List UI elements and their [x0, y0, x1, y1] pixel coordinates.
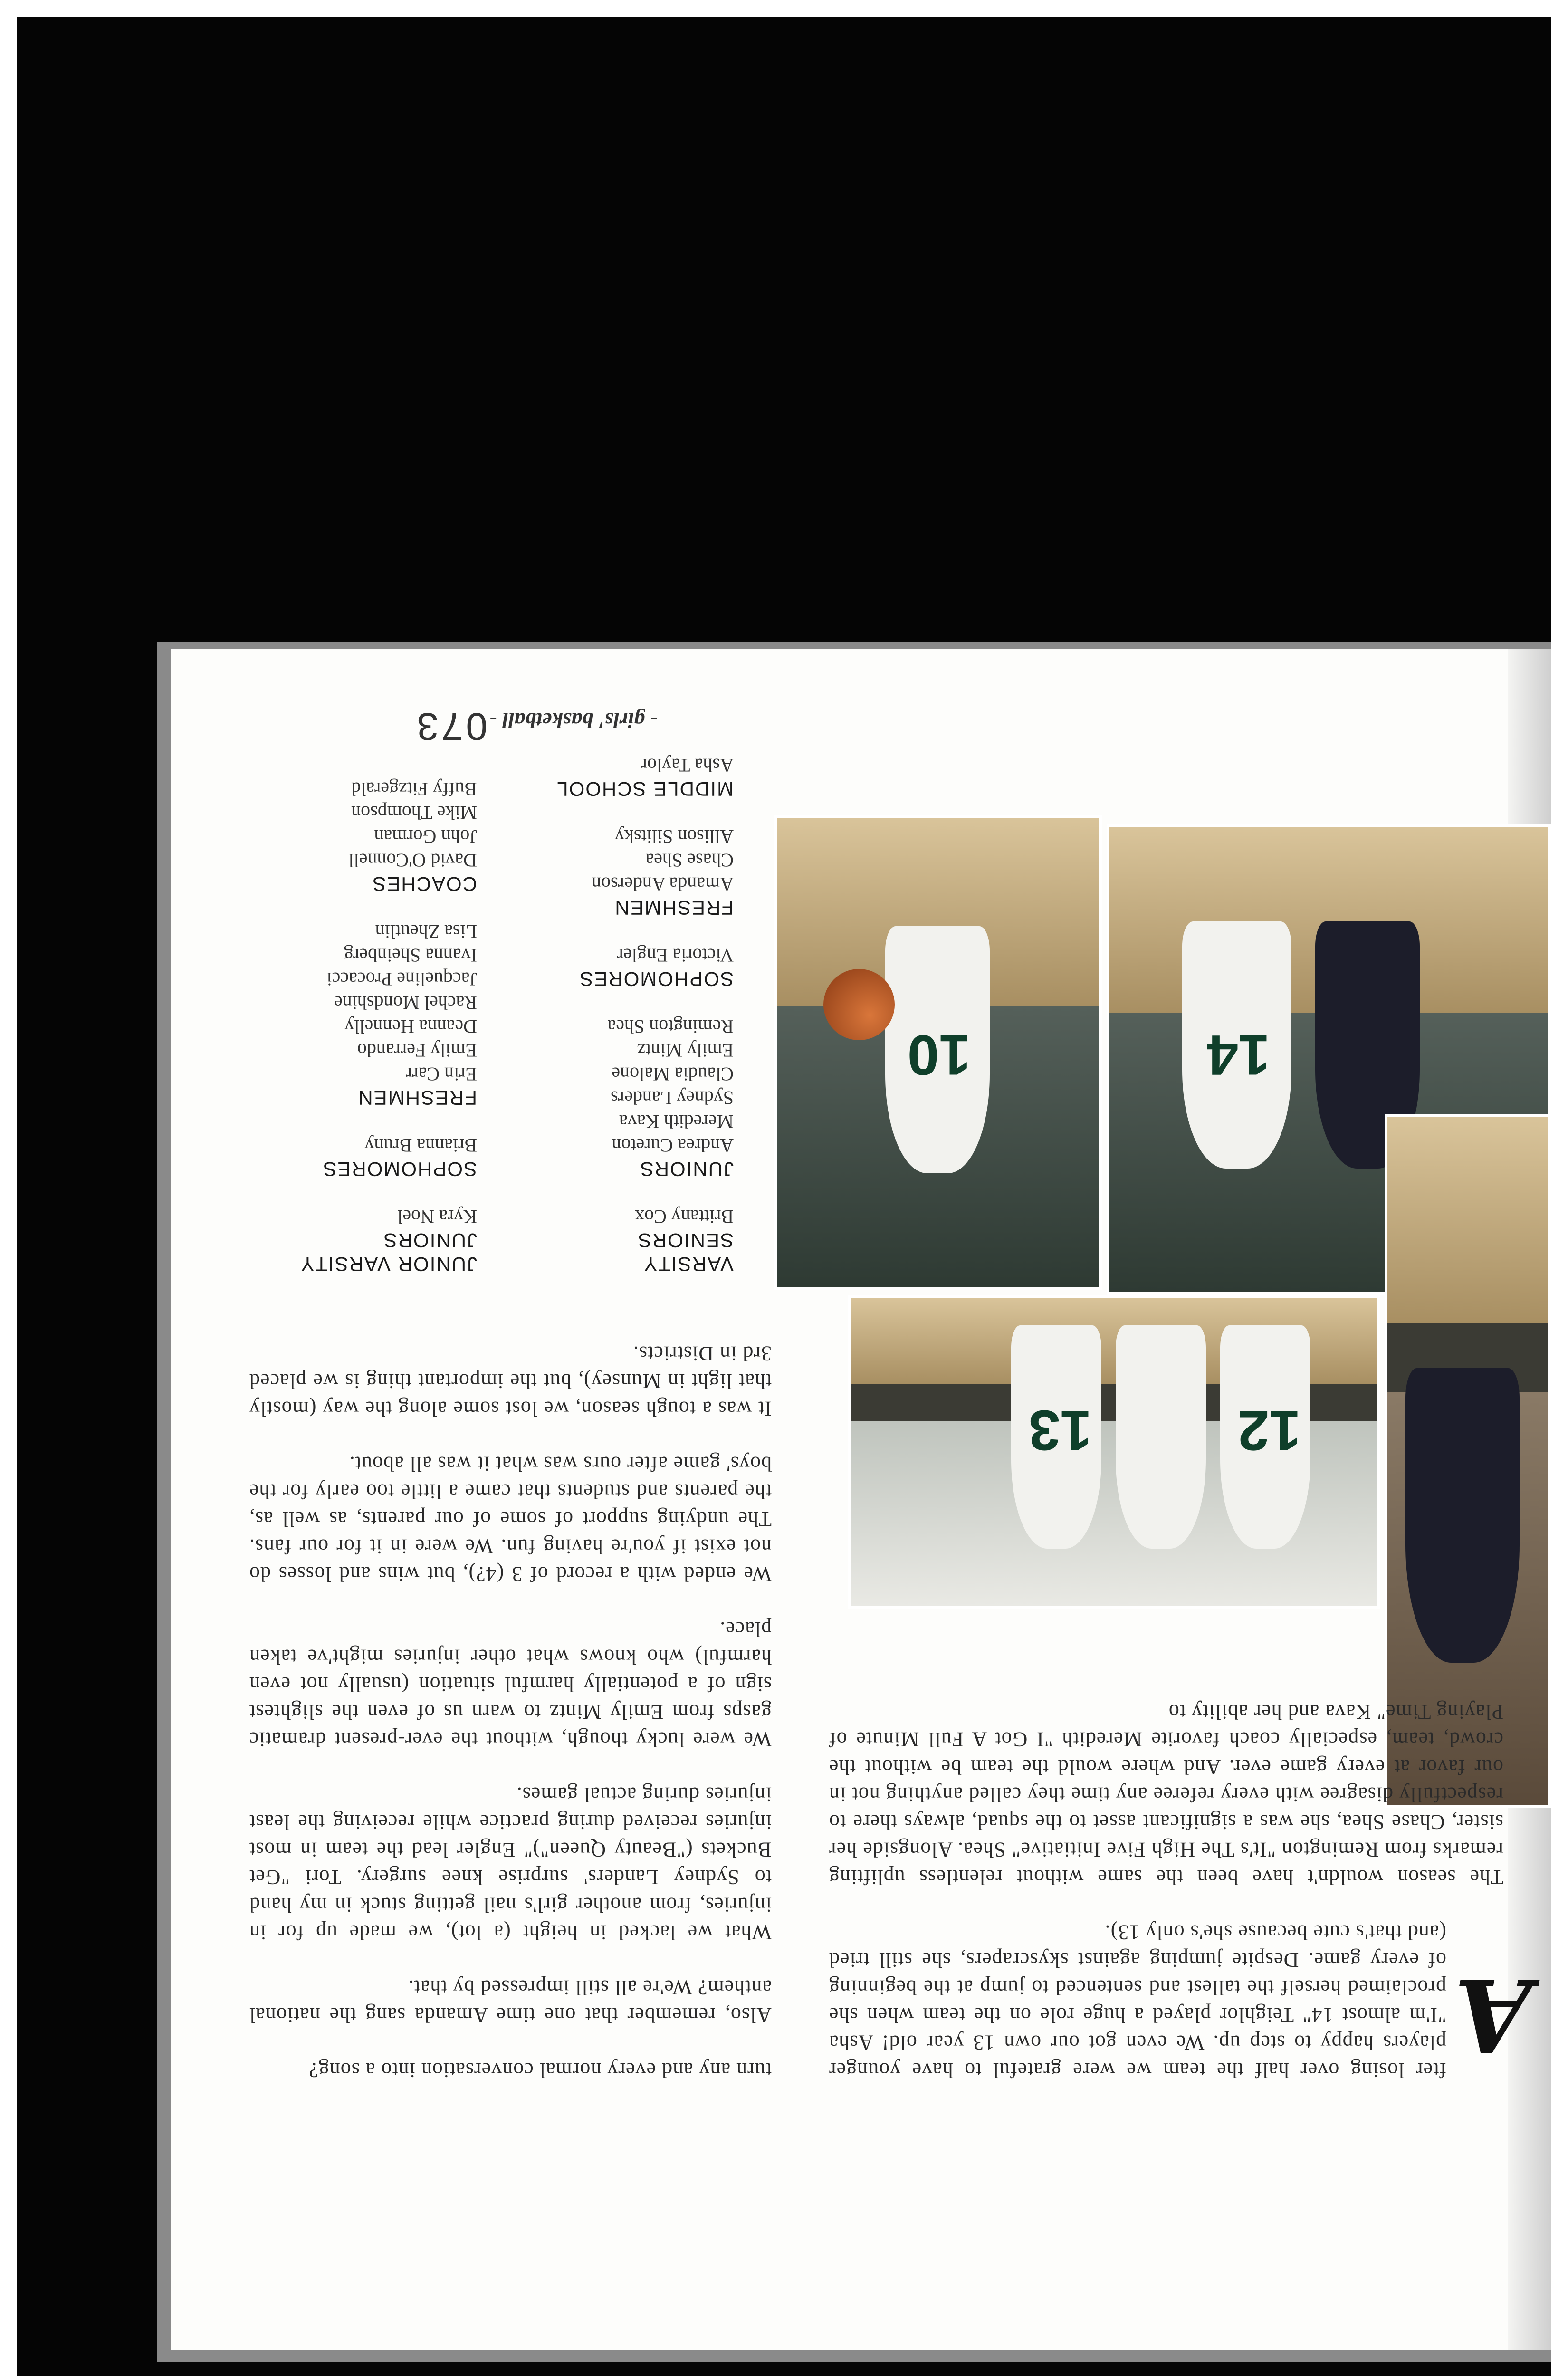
jersey-number: 10	[907, 1023, 971, 1087]
player-figure	[1405, 1368, 1520, 1663]
roster-group-heading: FRESHMEN	[614, 897, 734, 919]
article-paragraph: turn any and every normal conversation into a song?	[308, 2059, 772, 2082]
article-paragraph: We ended with a record of 3 (4?), but wins and losses do not exist if you're having fun. We were in it for our fans. The undying support of some of our parents, as well as, the parents and students that came a little too early for the boys' game after ours was what it was all about.	[249, 1452, 772, 1586]
player-figure	[1116, 1325, 1206, 1549]
jersey-number: 14	[1206, 1023, 1270, 1087]
gym-floor	[1387, 1117, 1548, 1323]
roster-name: Ivanna Sheinberg	[344, 945, 477, 966]
roster-name: Andrea Cureton	[612, 1135, 734, 1156]
article-paragraph: We were lucky though, without the ever-present dramatic gasps from Emily Mintz to warn us of even the slightest sign of a potentially harmful situation (usually not even harmful) who knows what other injuries might've taken place.	[249, 1618, 772, 1751]
roster-name: Brittany Cox	[635, 1206, 734, 1227]
roster-name: John Gorman	[374, 826, 477, 847]
roster-name: Emily Ferrando	[357, 1040, 477, 1061]
section-label: - girls' basketball -	[489, 709, 658, 733]
roster-name: Erin Carr	[406, 1063, 477, 1085]
roster-group-heading: COACHES	[372, 873, 477, 895]
roster-name: Allison Silitsky	[614, 826, 734, 847]
roster-group-heading: FRESHMEN	[357, 1087, 477, 1109]
article-column-2	[249, 1340, 772, 2084]
roster-name: Brianna Bruny	[364, 1135, 477, 1156]
page-folio	[414, 704, 658, 748]
article-paragraph: What we lacked in height (a lot), we made up for in injuries, from another girl's nail getting stuck in my hand to Sydney Landers' surprise knee surgery. Tori "Get Buckets ("Beauty Queen")" Engler lead the team in most injuries received during practice while receiving the least injuries during actual games.	[249, 1783, 772, 1944]
jersey-number: 13	[1028, 1399, 1092, 1462]
article-paragraph: Also, remember that one time Amanda sang the national anthem? We're all still impressed by that.	[249, 1976, 772, 2027]
roster-name: Sydney Landers	[611, 1087, 734, 1109]
roster-name: Victoria Engler	[617, 945, 734, 966]
roster-name: Meredith Kava	[619, 1111, 734, 1132]
page-number: 073	[414, 705, 488, 748]
roster-name: Remington Shea	[607, 1016, 734, 1037]
roster-name: Kyra Noel	[397, 1206, 477, 1227]
roster-varsity	[487, 753, 734, 1276]
roster-name: Claudia Malone	[612, 1063, 734, 1085]
photo-player-dribbling	[774, 815, 1102, 1290]
drop-cap: A	[1454, 1956, 1532, 2074]
roster-name: Chase Shea	[645, 850, 734, 871]
roster-name: Buffy Fitzgerald	[351, 778, 477, 800]
roster-title: VARSITY	[643, 1253, 734, 1275]
roster-name: Deanna Hennelly	[344, 1016, 477, 1037]
article-column-1	[829, 1698, 1503, 2084]
article-paragraph: It was a tough season, we lost some along the way (mostly that light in Munsey), but the important thing is we placed 3rd in Districts.	[249, 1342, 772, 1420]
roster-name: Amanda Anderson	[592, 873, 734, 895]
roster-name: Lisa Zheutlin	[375, 921, 477, 942]
photo-team-bench	[848, 1295, 1380, 1609]
page-content-rotated	[171, 649, 1551, 2350]
article-paragraph: The season wouldn't have been the same without relentless uplifting remarks from Remington "It's The High Five Initiative" Shea. Alongside her sister, Chase Shea, she was a significant asset to the squad, always there to respectfully disagree with every referee any time they called anything not in our favor at every game ever. And where would the team be without the crowd, team, especially coach favorite Meredith "I Got A Full Minute of Playing Time" Kava and her ability to	[829, 1700, 1503, 1889]
roster-name: Asha Taylor	[641, 755, 734, 776]
roster-group-heading: JUNIORS	[382, 1229, 477, 1252]
roster-name: Rachel Mondshine	[334, 992, 477, 1014]
roster-group-heading: SENIORS	[637, 1229, 734, 1252]
roster-group-heading: SOPHOMORES	[579, 968, 734, 990]
roster-junior-varsity	[211, 777, 477, 1276]
roster-group-heading: JUNIORS	[639, 1158, 734, 1180]
article-paragraph: fter losing over half the team we were grateful to have younger players happy to step up. We even got our own 13 year old! Asha "I'm almost 14" Teighlor played a huge role on the team when she proclaimed herself the tallest and sentenced to jump at the beginning of every game. Despite jumping against skyscrapers, she still tried (and that's cute because she's only 13).	[829, 1921, 1446, 2082]
roster-name: Jacqueline Procacci	[326, 968, 477, 990]
basketball	[823, 969, 895, 1040]
roster-name: Emily Mintz	[637, 1040, 734, 1061]
roster-name: Mike Thompson	[351, 802, 477, 824]
yearbook-page	[171, 649, 1551, 2350]
roster-group-heading: SOPHOMORES	[322, 1158, 477, 1180]
roster-title: JUNIOR VARSITY	[300, 1253, 477, 1275]
roster-name: David O'Connell	[348, 850, 477, 871]
roster-group-heading: MIDDLE SCHOOL	[556, 778, 734, 800]
jersey-number: 12	[1237, 1399, 1301, 1462]
